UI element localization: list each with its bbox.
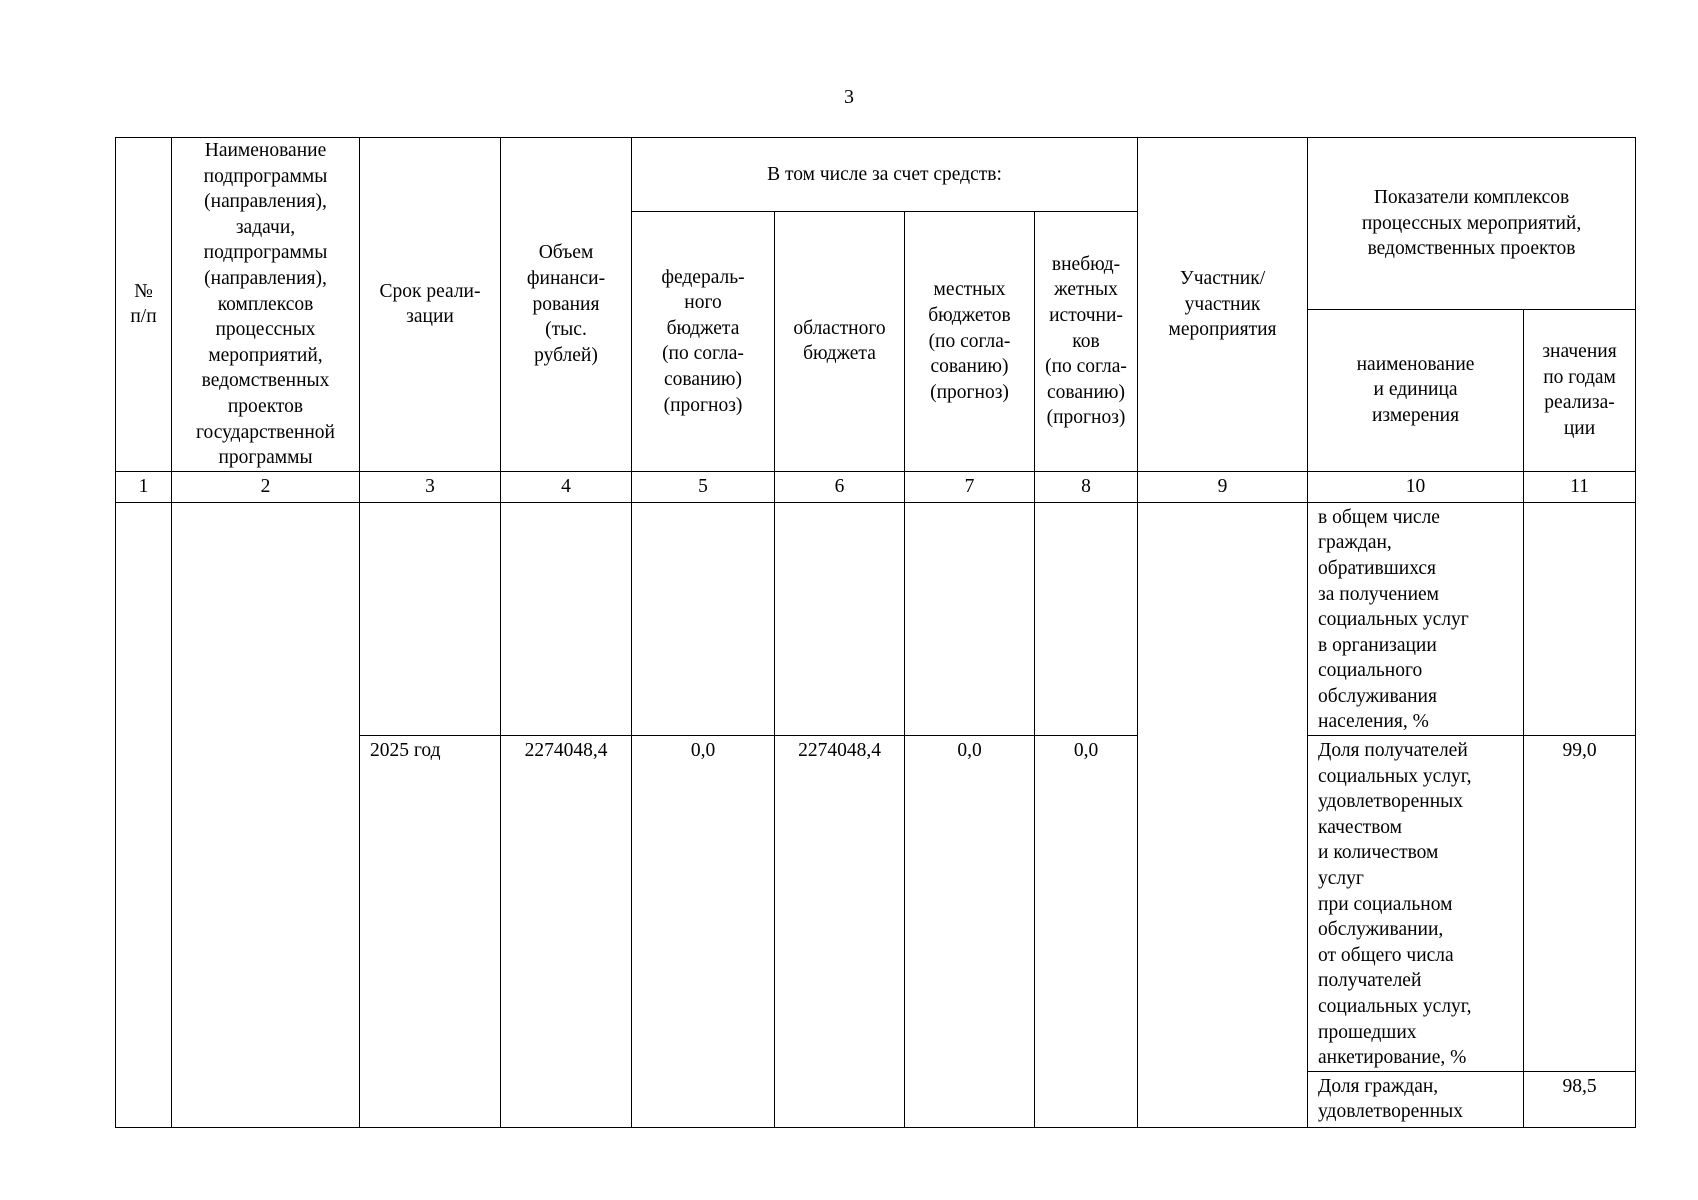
header-row-number <box>116 138 172 472</box>
text-line: и единица <box>1373 379 1458 401</box>
text-line: мероприятия <box>1168 319 1277 341</box>
text-line: при социальном <box>1318 893 1453 915</box>
text-line: сованию) <box>664 368 742 390</box>
text-line: социального <box>1318 660 1423 682</box>
text-line: обслуживании, <box>1318 919 1444 941</box>
cell-total: 2274048,4 <box>501 736 632 1128</box>
column-number: 8 <box>1035 471 1138 502</box>
cell-total <box>501 502 632 735</box>
text-line: (тыс. <box>545 319 587 341</box>
text-line: граждан, <box>1318 532 1392 554</box>
text-line: (по согла- <box>928 330 1011 352</box>
column-number: 1 <box>116 471 172 502</box>
cell-period: 2025 год <box>360 736 501 1128</box>
text-line: от общего числа <box>1318 944 1454 966</box>
text-line: Участник/ <box>1179 267 1266 289</box>
text-line: задачи, <box>235 216 296 238</box>
header-participant <box>1138 138 1308 472</box>
cell-period <box>360 502 501 735</box>
text-line: социальных услуг <box>1318 609 1469 631</box>
text-line: анкетирование, % <box>1318 1047 1467 1069</box>
text-line: источни- <box>1049 304 1123 326</box>
text-line: ции <box>1563 417 1596 439</box>
cell-indicator-value: 98,5 <box>1524 1071 1636 1127</box>
header-indicator-name <box>1308 309 1524 471</box>
text-line: обслуживания <box>1318 685 1437 707</box>
text-line: местных <box>933 279 1006 301</box>
column-number: 3 <box>360 471 501 502</box>
text-line: удовлетворенных <box>1318 1101 1464 1123</box>
text-line: мероприятий, <box>208 344 323 366</box>
text-line: подпрограммы <box>203 242 328 264</box>
text-line: населения, % <box>1318 711 1429 733</box>
text-line: Доля получателей <box>1318 740 1468 762</box>
column-number: 2 <box>172 471 360 502</box>
cell-indicator-value <box>1524 502 1636 735</box>
text-line: сованию) <box>1047 381 1125 403</box>
text-line: жетных <box>1054 279 1118 301</box>
text-line: процессных <box>215 319 316 341</box>
text-line: измерения <box>1371 405 1460 427</box>
text-line: Срок реали- <box>379 280 481 302</box>
cell-indicator-value: 99,0 <box>1524 736 1636 1072</box>
text-line: и количеством <box>1318 842 1439 864</box>
header-indicators-group <box>1308 138 1636 310</box>
text-line: комплексов <box>217 293 314 315</box>
cell-extrabudgetary: 0,0 <box>1035 736 1138 1128</box>
cell-indicator-name <box>1308 502 1524 735</box>
text-line: Объем <box>538 242 594 264</box>
table-row <box>116 502 1636 735</box>
text-line: ведомственных проектов <box>1367 238 1576 260</box>
text-line: удовлетворенных <box>1318 791 1464 813</box>
column-number: 10 <box>1308 471 1524 502</box>
text-line: Наименование <box>204 140 327 161</box>
text-line: прошедших <box>1318 1021 1417 1043</box>
column-number: 6 <box>775 471 905 502</box>
text-line: в организации <box>1318 634 1437 656</box>
column-number: 9 <box>1138 471 1308 502</box>
cell-regional: 2274048,4 <box>775 736 905 1128</box>
column-number: 7 <box>905 471 1035 502</box>
text-line: по годам <box>1543 366 1616 388</box>
header-extrabudgetary <box>1035 212 1138 472</box>
text-line: проектов <box>227 395 304 417</box>
text-line: государственной <box>196 421 335 443</box>
header-subprogram-name <box>172 138 360 472</box>
text-line: подпрограммы <box>203 165 328 187</box>
cell-subprogram-name <box>172 502 360 1127</box>
column-number: 4 <box>501 471 632 502</box>
text-line: финанси- <box>526 267 606 289</box>
column-number: 11 <box>1524 471 1636 502</box>
text-line: внебюд- <box>1051 253 1121 275</box>
text-line: обратившихся <box>1318 557 1437 579</box>
column-number-row <box>116 471 1636 502</box>
text-line: ков <box>1072 330 1100 352</box>
page-number: 3 <box>844 86 854 108</box>
header-period <box>360 138 501 472</box>
text-line: реализа- <box>1544 392 1615 414</box>
header-indicator-values <box>1524 309 1636 471</box>
cell-indicator-name <box>1308 736 1524 1072</box>
text-line: п/п <box>130 306 157 328</box>
text-line: (по согла- <box>1045 356 1127 378</box>
cell-federal <box>632 502 775 735</box>
text-line: процессных мероприятий, <box>1361 212 1582 234</box>
cell-participant <box>1138 502 1308 1127</box>
header-funds-group: В том числе за счет средств: <box>632 138 1138 212</box>
text-line: (по согла- <box>662 343 744 365</box>
text-line: значения <box>1542 341 1617 363</box>
column-number: 5 <box>632 471 775 502</box>
header-federal-budget <box>632 212 775 472</box>
text-line: участник <box>1184 293 1261 315</box>
text-line: Доля граждан, <box>1318 1075 1439 1097</box>
text-line: (направления), <box>204 267 327 289</box>
text-line: рублей) <box>534 344 598 366</box>
header-local-budgets <box>905 212 1035 472</box>
text-line: программы <box>218 447 313 469</box>
text-line: (направления), <box>204 191 327 213</box>
text-line: социальных услуг, <box>1318 765 1472 787</box>
text-line: за получением <box>1318 583 1440 605</box>
text-line: бюджетов <box>928 304 1011 326</box>
text-line: в общем числе <box>1318 506 1440 528</box>
text-line: рования <box>532 293 600 315</box>
text-line: наименование <box>1356 353 1475 375</box>
text-line: социальных услуг, <box>1318 996 1472 1017</box>
text-line: Показатели комплексов <box>1373 186 1570 208</box>
text-line: бюджета <box>803 343 876 365</box>
text-line: (прогноз) <box>663 394 743 416</box>
header-funding-volume <box>501 138 632 472</box>
text-line: бюджета <box>666 317 740 339</box>
text-line: сованию) <box>930 356 1009 378</box>
cell-local <box>905 502 1035 735</box>
text-line: получателей <box>1318 970 1422 992</box>
text-line: качеством <box>1318 816 1403 838</box>
cell-row-number <box>116 502 172 1127</box>
text-line: (прогноз) <box>930 381 1009 403</box>
cell-regional <box>775 502 905 735</box>
cell-local: 0,0 <box>905 736 1035 1128</box>
cell-federal: 0,0 <box>632 736 775 1128</box>
text-line: ного <box>684 292 722 314</box>
cell-indicator-name <box>1308 1071 1524 1127</box>
text-line: областного <box>793 317 886 339</box>
header-regional-budget <box>775 212 905 472</box>
cell-extrabudgetary <box>1035 502 1138 735</box>
text-line: (прогноз) <box>1046 407 1126 429</box>
text-line: № <box>134 280 153 302</box>
program-table <box>115 137 1636 1128</box>
text-line: зации <box>406 306 454 328</box>
text-line: ведомственных <box>201 370 330 392</box>
text-line: услуг <box>1318 868 1364 890</box>
text-line: федераль- <box>661 266 745 288</box>
